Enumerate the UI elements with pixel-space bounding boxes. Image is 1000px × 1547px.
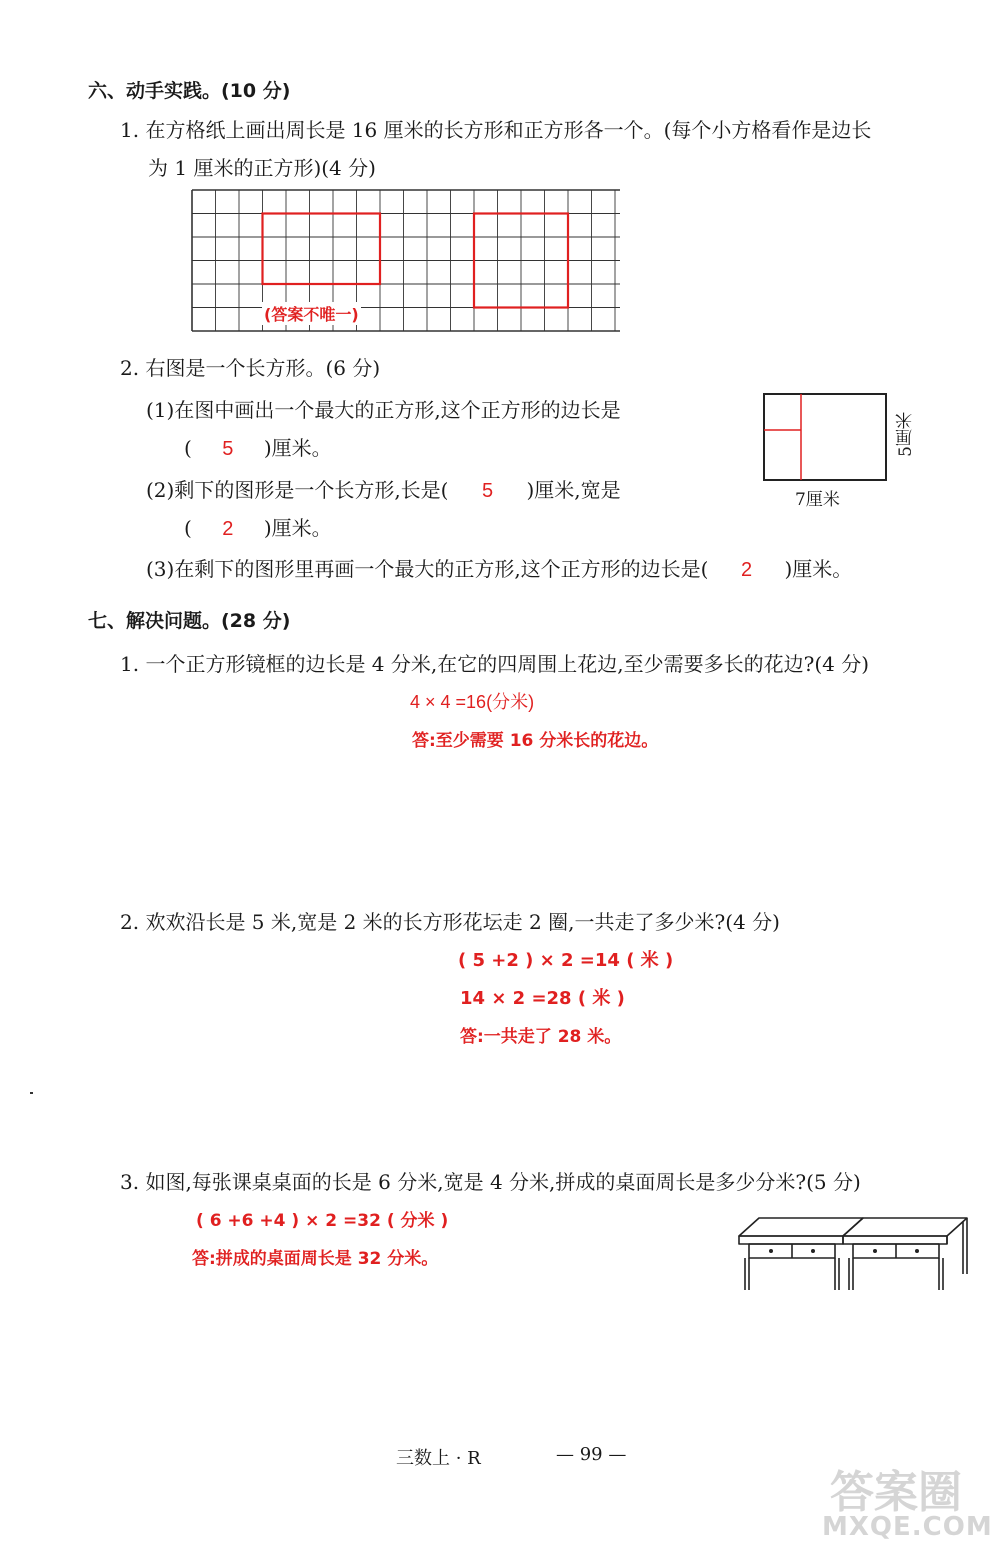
drawer-knob: [915, 1249, 919, 1253]
s6-q2-p2-blank-line: [184, 512, 332, 541]
drawer-knob: [811, 1249, 815, 1253]
s6-q2-p2-text: (2)剩下的图形是一个长方形,长是(: [146, 478, 449, 502]
s6-q2-p1-blank-line: [184, 432, 332, 461]
s7-q1-text: 1. 一个正方形镜框的边长是 4 分米,在它的四周围上花边,至少需要多长的花边?(4 分): [120, 652, 870, 676]
s7-q2-calc1: ( 5 +2 ) × 2 =14 ( 米 ): [458, 950, 674, 971]
s6-q2-title: 2. 右图是一个长方形。(6 分): [120, 356, 381, 380]
desk-right-front: [843, 1236, 947, 1244]
stray-dot: [30, 1092, 33, 1094]
answer-rectangle: [263, 214, 381, 285]
s6-q2-p1-answer: 5: [222, 438, 234, 460]
grid-paper: [190, 188, 620, 336]
drawer-knob: [873, 1249, 877, 1253]
s6-q2-p2-answer-width: 2: [222, 518, 234, 540]
section-7-title: 七、解决问题。(28 分): [88, 610, 291, 632]
s7-q3-text: 3. 如图,每张课桌桌面的长是 6 分米,宽是 4 分米,拼成的桌面周长是多少分米?(5 分): [120, 1170, 861, 1194]
s7-q2-calc2: 14 × 2 =28 ( 米 ): [460, 988, 625, 1009]
s7-q3-answer: 答:拼成的桌面周长是 32 分米。: [192, 1249, 439, 1269]
s6-q2-p2-line: [146, 474, 621, 503]
fig-width-label: 7厘米: [795, 490, 840, 510]
watermark-url: MXQE.COM: [822, 1512, 993, 1542]
s6-q2-p3-answer: 2: [740, 559, 753, 581]
s6-q2-p2-unit: )厘米。: [263, 516, 332, 540]
paren-open: (: [184, 436, 192, 460]
grid-note: (答案不唯一): [262, 302, 361, 325]
paren-open: (: [184, 516, 192, 540]
s6-q2-p2-answer-length: 5: [481, 480, 494, 502]
s7-q1-calc: 4 × 4 =16(分米): [410, 692, 535, 712]
s6-q2-p2-mid: )厘米,宽是: [526, 478, 621, 502]
s7-q2-answer: 答:一共走了 28 米。: [460, 1027, 622, 1047]
fig-height-label: 5厘米: [896, 412, 916, 457]
s6-q2-p3-text: (3)在剩下的图形里再画一个最大的正方形,这个正方形的边长是(: [146, 557, 709, 581]
outer-rectangle: [764, 394, 886, 480]
watermark-logo: 答案圈: [830, 1467, 962, 1518]
drawer-knob: [769, 1249, 773, 1253]
footer-label: 三数上 · R: [396, 1448, 481, 1469]
s6-q1-line1: 1. 在方格纸上画出周长是 16 厘米的长方形和正方形各一个。(每个小方格看作是边长: [120, 118, 872, 142]
page-number: — 99 —: [556, 1444, 627, 1465]
desk-right-top: [843, 1218, 967, 1236]
desk-left-front: [739, 1236, 843, 1244]
s6-q1-line2: 为 1 厘米的正方形)(4 分): [148, 156, 376, 180]
s6-q2-p3-unit: )厘米。: [784, 557, 853, 581]
desk-left-top: [739, 1218, 863, 1236]
s6-q2-p1-unit: )厘米。: [263, 436, 332, 460]
s7-q3-calc: ( 6 +6 +4 ) × 2 =32 ( 分米 ): [196, 1211, 449, 1231]
s7-q1-answer: 答:至少需要 16 分米长的花边。: [412, 731, 659, 751]
rectangle-figure: [762, 392, 890, 484]
s6-q2-p3-line: [146, 553, 852, 582]
s7-q2-text: 2. 欢欢沿长是 5 米,宽是 2 米的长方形花坛走 2 圈,一共走了多少米?(4 分): [120, 910, 780, 934]
desks-illustration: [735, 1214, 970, 1296]
section-6-title: 六、动手实践。(10 分): [88, 80, 291, 102]
s6-q2-p1-text: (1)在图中画出一个最大的正方形,这个正方形的边长是: [146, 398, 621, 422]
